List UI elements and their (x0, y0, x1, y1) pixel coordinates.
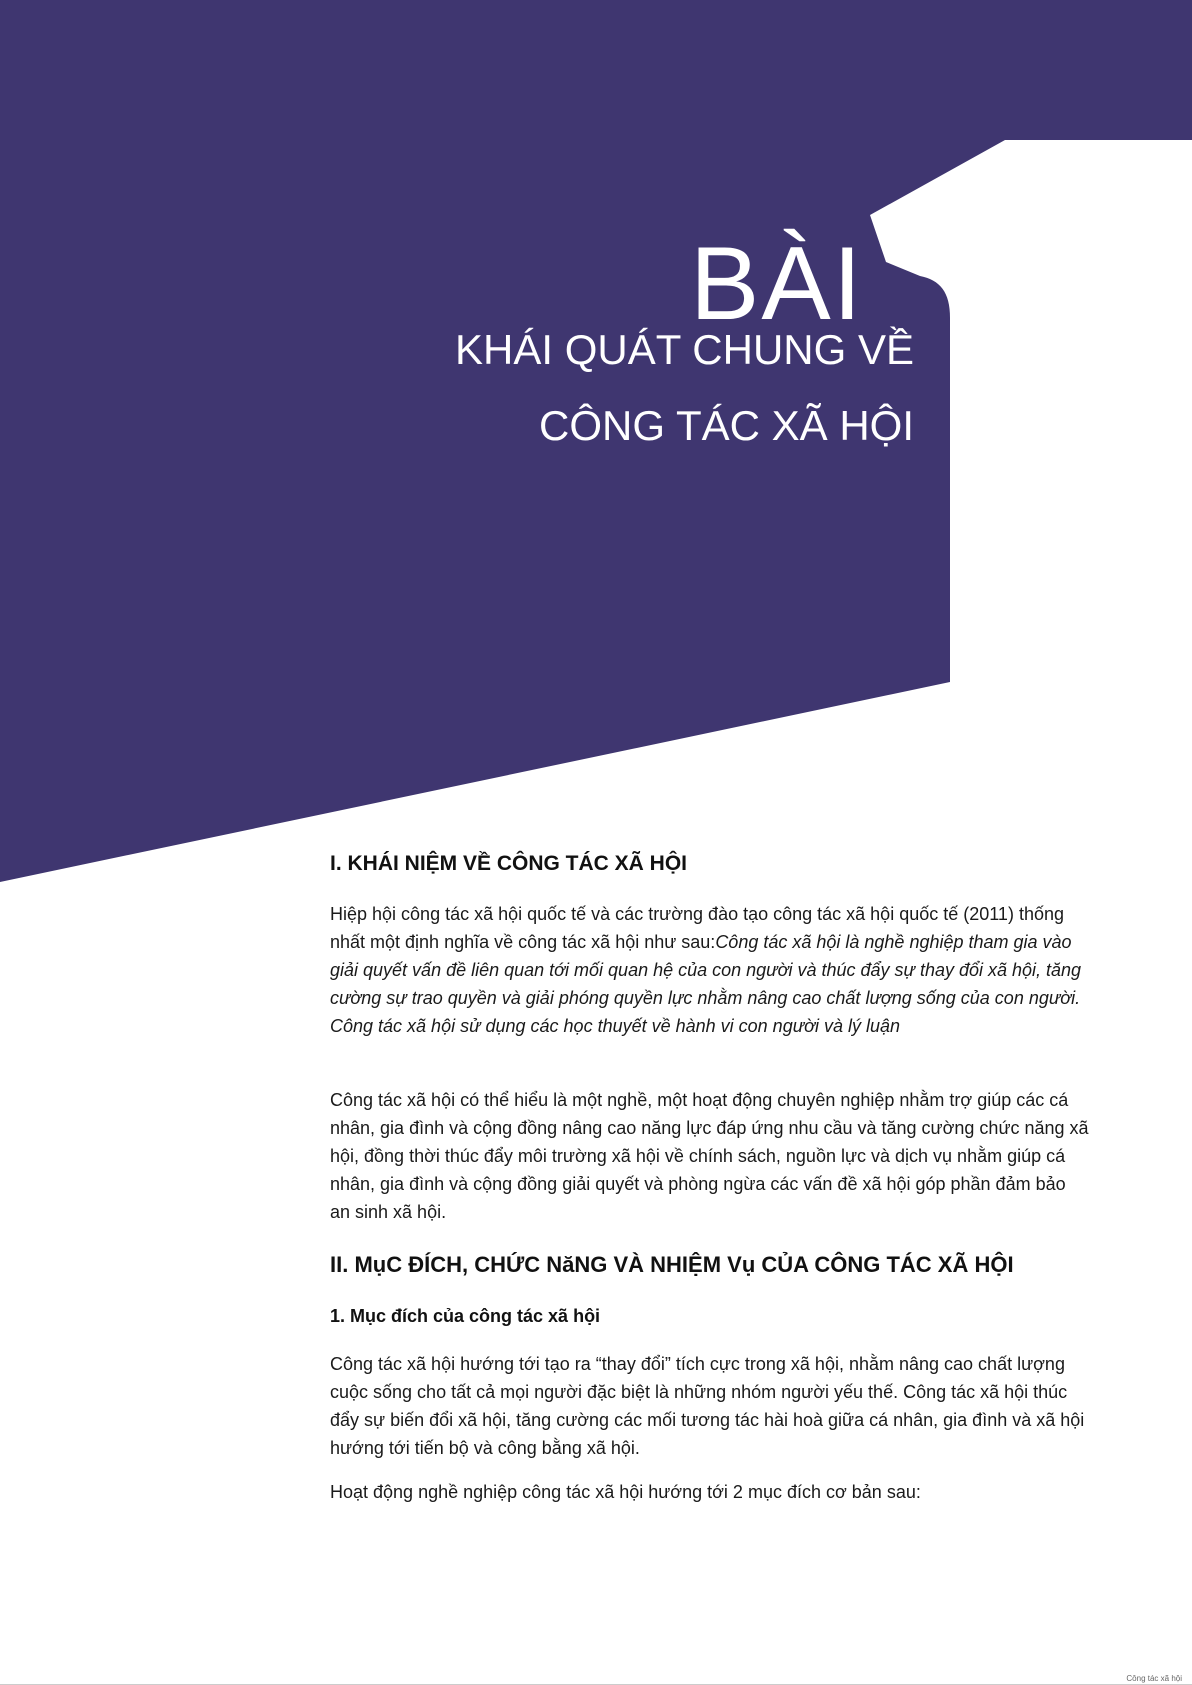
page-content (330, 850, 1090, 1506)
chapter-title-line1: KHÁI QUÁT CHUNG VỀ (455, 326, 914, 373)
section2-paragraph1: Công tác xã hội hướng tới tạo ra “thay đổi” tích cực trong xã hội, nhằm nâng cao chất lượng cuộc sống cho tất cả mọi người đặc biệt là những nhóm người yếu thế. Công tác xã hội thúc đẩy sự biến đổi xã hội, tăng cường các mối tương tác hài hoà giữa cá nhân, gia đình và xã hội hướng tới tiến bộ và công bằng xã hội. (330, 1354, 1085, 1458)
chapter-title-line2: CÔNG TÁC XÃ HỘI (539, 402, 914, 449)
section2-subheading: 1. Mục đích của công tác xã hội (330, 1306, 601, 1326)
section1-heading: I. KHÁI NIỆM VỀ CÔNG TÁC XÃ HỘI (330, 852, 688, 875)
section2-heading: II. MụC ĐÍCH, CHỨC NăNG VÀ NHIỆM Vụ CỦA CÔNG TÁC XÃ HỘI (330, 1252, 1014, 1277)
definition-quote: Công tác xã hội là nghề nghiệp tham gia vào giải quyết vấn đề liên quan tới mối quan hệ của con người và thúc đẩy sự thay đổi xã hội, tăng cường sự trao quyền và giải phóng quyền lực nhằm nâng cao chất lượng sống của con người. Công tác xã hội sử dụng các học thuyết về hành vi con người và lý luận (330, 932, 1082, 1036)
chapter-label: BÀI (690, 226, 864, 342)
chapter-title (455, 312, 914, 464)
definition-paragraph (330, 900, 1090, 1040)
footer-text: Công tác xã hội (1126, 1674, 1182, 1683)
section1-paragraph2: Công tác xã hội có thể hiểu là một nghề, một hoạt động chuyên nghiệp nhằm trợ giúp các cá nhân, gia đình và cộng đồng nâng cao năng lực đáp ứng nhu cầu và tăng cường chức năng xã hội, đồng thời thúc đẩy môi trường xã hội về chính sách, nguồn lực và dịch vụ nhằm giúp cá nhân, gia đình và cộng đồng giải quyết và phòng ngừa các vấn đề xã hội góp phần đảm bảo an sinh xã hội. (330, 1090, 1089, 1222)
definition-intro: Hiệp hội công tác xã hội quốc tế và các trường đào tạo công tác xã hội quốc tế (2011) thống nhất một định nghĩa về công tác xã hội như sau: (330, 904, 1064, 952)
section2-paragraph2: Hoạt động nghề nghiệp công tác xã hội hướng tới 2 mục đích cơ bản sau: (330, 1482, 921, 1502)
